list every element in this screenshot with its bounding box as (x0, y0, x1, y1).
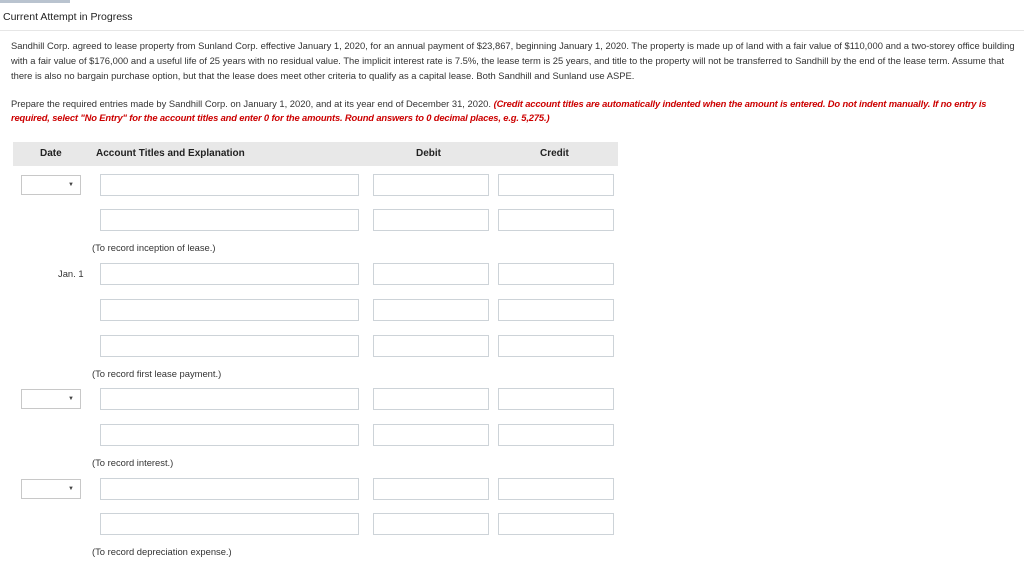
account-input-entry-3-line-1[interactable] (100, 388, 359, 410)
credit-input-entry-2-line-2[interactable] (498, 299, 614, 321)
explanation-entry-2: (To record first lease payment.) (92, 368, 222, 379)
credit-input-entry-4-line-1[interactable] (498, 478, 614, 500)
instructions-note: (Credit account titles are automatically indented when the amount is entered. Do not indent manually. If no entry is required, select "No Entry" for the account titles and enter 0 for the amounts. Round answers to 0 decimal places, e.g. 5,275.) (11, 98, 987, 123)
debit-input-entry-3-line-1[interactable] (373, 388, 489, 410)
account-column-header: Account Titles and Explanation (96, 148, 245, 159)
debit-input-entry-4-line-1[interactable] (373, 478, 489, 500)
explanation-entry-4: (To record depreciation expense.) (92, 546, 232, 557)
account-input-entry-2-line-1[interactable] (100, 263, 359, 285)
attempt-header (0, 10, 1024, 31)
explanation-entry-3: (To record interest.) (92, 457, 174, 468)
chevron-down-icon: ▼ (68, 396, 74, 402)
attempt-title: Current Attempt in Progress (3, 11, 133, 23)
top-progress-strip (0, 0, 70, 3)
credit-input-entry-1-line-1[interactable] (498, 174, 614, 196)
account-input-entry-3-line-2[interactable] (100, 424, 359, 446)
account-input-entry-4-line-2[interactable] (100, 513, 359, 535)
credit-column-header: Credit (540, 148, 569, 159)
account-input-entry-1-line-2[interactable] (100, 209, 359, 231)
debit-input-entry-3-line-2[interactable] (373, 424, 489, 446)
credit-input-entry-2-line-1[interactable] (498, 263, 614, 285)
credit-input-entry-2-line-3[interactable] (498, 335, 614, 357)
debit-input-entry-2-line-1[interactable] (373, 263, 489, 285)
debit-input-entry-2-line-2[interactable] (373, 299, 489, 321)
chevron-down-icon: ▼ (68, 182, 74, 188)
instructions (11, 97, 1016, 125)
date-select-entry-3[interactable] (21, 389, 81, 409)
problem-statement: Sandhill Corp. agreed to lease property from Sunland Corp. effective January 1, 2020, for an annual payment of $23,867, beginning January 1, 2020. The property is made up of land with a fair value of $110,000 and a two-storey office building with a fair value of $176,000 and a useful life of 25 years with no residual value. The implicit interest rate is 7.5%, the lease term is 25 years, and title to the property will not be transferred to Sandhill by the end of the lease term. Assume that there is also no bargain purchase option, but that the lease does meet other criteria to qualify as a capital lease. Both Sandhill and Sunland use ASPE. (11, 40, 1015, 81)
debit-input-entry-1-line-2[interactable] (373, 209, 489, 231)
account-input-entry-2-line-2[interactable] (100, 299, 359, 321)
account-input-entry-1-line-1[interactable] (100, 174, 359, 196)
journal-table-header (13, 142, 618, 166)
debit-input-entry-4-line-2[interactable] (373, 513, 489, 535)
date-label-entry-2: Jan. 1 (58, 268, 84, 279)
debit-column-header: Debit (416, 148, 441, 159)
date-column-header: Date (40, 148, 62, 159)
credit-input-entry-1-line-2[interactable] (498, 209, 614, 231)
date-select-entry-1[interactable] (21, 175, 81, 195)
credit-input-entry-3-line-2[interactable] (498, 424, 614, 446)
account-input-entry-4-line-1[interactable] (100, 478, 359, 500)
debit-input-entry-2-line-3[interactable] (373, 335, 489, 357)
explanation-entry-1: (To record inception of lease.) (92, 242, 216, 253)
credit-input-entry-4-line-2[interactable] (498, 513, 614, 535)
credit-input-entry-3-line-1[interactable] (498, 388, 614, 410)
chevron-down-icon: ▼ (68, 486, 74, 492)
instructions-text: Prepare the required entries made by Sandhill Corp. on January 1, 2020, and at its year end of December 31, 2020. (11, 98, 494, 109)
account-input-entry-2-line-3[interactable] (100, 335, 359, 357)
date-select-entry-4[interactable] (21, 479, 81, 499)
debit-input-entry-1-line-1[interactable] (373, 174, 489, 196)
